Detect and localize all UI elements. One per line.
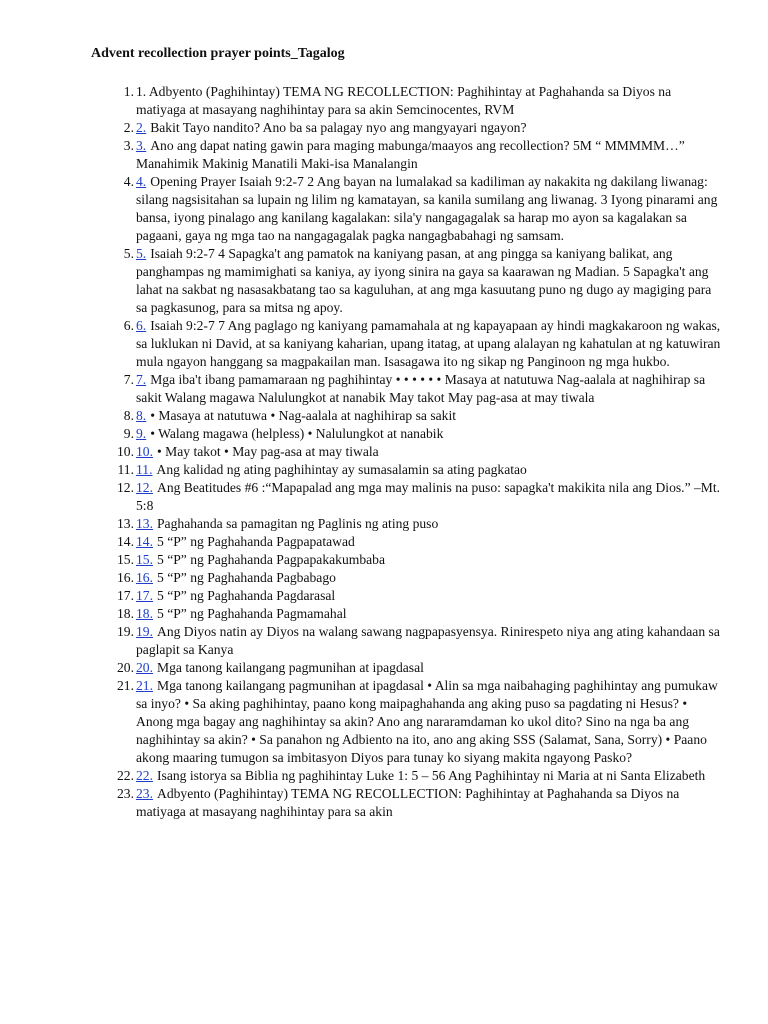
list-item xyxy=(91,605,722,623)
list-item xyxy=(91,245,722,317)
list-item xyxy=(91,83,722,119)
list-item-link[interactable]: 21. xyxy=(136,678,153,693)
list-item xyxy=(91,677,722,767)
list-item-link[interactable]: 12. xyxy=(136,480,153,495)
list-item-number: 16. xyxy=(117,570,134,585)
list-item-link[interactable]: 2. xyxy=(136,120,147,135)
list-item xyxy=(91,479,722,515)
list-item-link[interactable]: 14. xyxy=(136,534,153,549)
list-item xyxy=(91,659,722,677)
list-item-link[interactable]: 16. xyxy=(136,570,153,585)
list-item-number: 8. xyxy=(123,408,134,423)
list-item-text: Bakit Tayo nandito? Ano ba sa palagay nyo ang mangyayari ngayon? xyxy=(150,120,527,135)
list-item-number: 21. xyxy=(117,678,134,693)
list-item-number: 15. xyxy=(117,552,134,567)
list-item-text: Mga tanong kailangang pagmunihan at ipagdasal • Alin sa mga naibahaging paghihintay ang pumukaw sa inyo? • Sa aking paghihintay, paano kong maipaghahanda ang aking puso sa pagdating ni Hesus? • Anong mga bagay ang naghihintay sa akin? Ano ang nararamdaman ko ukol dito? Sino na nga ba ang naghihintay sa akin? • Sa panahon ng Adbiento na ito, ano ang aking SSS (Salamat, Sana, Sorry) • Paano akong maaring tumugon sa imbitasyon Diyos para tunay ko siyang makita ngayong Pasko? xyxy=(136,678,718,765)
list-item-text: Ang Beatitudes #6 :“Mapapalad ang mga may malinis na puso: sapagka't makikita nila ang Dios.” –Mt. 5:8 xyxy=(136,480,721,513)
list-item xyxy=(91,173,722,245)
list-item-text: Ano ang dapat nating gawin para maging mabunga/maayos ang recollection? 5M “ MMMMM…” Manahimik Makinig Manatili Maki-isa Manalangin xyxy=(136,138,685,171)
list-item-number: 9. xyxy=(123,426,134,441)
list-item-number: 10. xyxy=(117,444,134,459)
list-item xyxy=(91,623,722,659)
list-item xyxy=(91,137,722,173)
list-item-link[interactable]: 15. xyxy=(136,552,153,567)
list-item-text: Paghahanda sa pamagitan ng Paglinis ng ating puso xyxy=(157,516,439,531)
list-item-number: 13. xyxy=(117,516,134,531)
list-item-text: Isaiah 9:2-7 7 Ang paglago ng kaniyang pamamahala at ng kapayapaan ay hindi magkakaroon ng wakas, sa luklukan ni David, at sa kaniyang kaharian, upang itatag, at upang alalayan ng kahatulan at ng katuwiran mula ngayon hanggang sa magpakailan man. Isasagawa ito ng sikap ng Panginoon ng mga hukbo. xyxy=(136,318,721,369)
list-item-text: Ang kalidad ng ating paghihintay ay sumasalamin sa ating pagkatao xyxy=(156,462,527,477)
list-item-number: 7. xyxy=(123,372,134,387)
prayer-points-list xyxy=(91,83,722,821)
list-item-link[interactable]: 11. xyxy=(136,462,153,477)
list-item-number: 2. xyxy=(123,120,134,135)
list-item-text: 1. Adbyento (Paghihintay) TEMA NG RECOLLECTION: Paghihintay at Paghahanda sa Diyos na matiyaga at masayang naghihintay para sa akin Semcinocentes, RVM xyxy=(136,84,672,117)
list-item xyxy=(91,569,722,587)
list-item-number: 20. xyxy=(117,660,134,675)
list-item-number: 22. xyxy=(117,768,134,783)
list-item-number: 11. xyxy=(117,462,134,477)
list-item-link[interactable]: 19. xyxy=(136,624,153,639)
list-item-link[interactable]: 8. xyxy=(136,408,147,423)
list-item xyxy=(91,317,722,371)
list-item xyxy=(91,371,722,407)
list-item-text: 5 “P” ng Paghahanda Pagmamahal xyxy=(157,606,347,621)
list-item xyxy=(91,443,722,461)
document-title: Advent recollection prayer points_Tagalog xyxy=(91,46,345,61)
list-item-link[interactable]: 17. xyxy=(136,588,153,603)
list-item-link[interactable]: 23. xyxy=(136,786,153,801)
list-item-link[interactable]: 7. xyxy=(136,372,147,387)
list-item-text: Isaiah 9:2-7 4 Sapagka't ang pamatok na kaniyang pasan, at ang pingga sa kaniyang balikat, ang panghampas ng mamimighati sa kaniya, ay iyong sinira na gaya sa kaarawan ng Madian. 5 Sapagka't ang lahat na sakbat ng nasasakbatang tao sa kaguluhan, at ang mga kasuutang puno ng dugo ay magiging para sa pagkasunog, para sa mitsa ng apoy. xyxy=(136,246,712,315)
list-item-link[interactable]: 18. xyxy=(136,606,153,621)
list-item xyxy=(91,407,722,425)
list-item-number: 1. xyxy=(123,84,134,99)
list-item-number: 19. xyxy=(117,624,134,639)
list-item xyxy=(91,551,722,569)
list-item xyxy=(91,767,722,785)
list-item xyxy=(91,515,722,533)
list-item-link[interactable]: 3. xyxy=(136,138,147,153)
list-item xyxy=(91,785,722,821)
list-item-number: 5. xyxy=(123,246,134,261)
list-item-text: Mga iba't ibang pamamaraan ng paghihintay • • • • • • Masaya at natutuwa Nag-aalala at naghihirap sa sakit Walang magawa Nalulungkot at nanabik May takot May pag-asa at may tiwala xyxy=(136,372,706,405)
list-item-text: 5 “P” ng Paghahanda Pagdarasal xyxy=(157,588,336,603)
list-item-link[interactable]: 6. xyxy=(136,318,147,333)
list-item-text: Opening Prayer Isaiah 9:2-7 2 Ang bayan na lumalakad sa kadiliman ay nakakita ng dakilang liwanag: silang nagsisitahan sa lupain ng lilim ng kamatayan, sa kanila sumilang ang liwanag. 3 Iyong pinarami ang bansa, iyong pinalago ang kanilang kagalakan: sila'y nangagagalak sa harap mo ayon sa kagalakan sa pagaani, gaya ng mga tao na nangagagalak pagka nangagbabahagi ng samsam. xyxy=(136,174,718,243)
list-item-number: 12. xyxy=(117,480,134,495)
list-item xyxy=(91,461,722,479)
list-item-text: • Masaya at natutuwa • Nag-aalala at naghihirap sa sakit xyxy=(150,408,457,423)
list-item-number: 14. xyxy=(117,534,134,549)
list-item-link[interactable]: 5. xyxy=(136,246,147,261)
list-item-text: Adbyento (Paghihintay) TEMA NG RECOLLECTION: Paghihintay at Paghahanda sa Diyos na matiyaga at masayang naghihintay para sa akin xyxy=(136,786,680,819)
list-item xyxy=(91,425,722,443)
list-item-number: 17. xyxy=(117,588,134,603)
list-item-number: 23. xyxy=(117,786,134,801)
list-item-link[interactable]: 20. xyxy=(136,660,153,675)
list-item-link[interactable]: 22. xyxy=(136,768,153,783)
list-item xyxy=(91,533,722,551)
list-item-number: 3. xyxy=(123,138,134,153)
list-item-number: 6. xyxy=(123,318,134,333)
list-item-link[interactable]: 9. xyxy=(136,426,147,441)
list-item-text: Ang Diyos natin ay Diyos na walang sawang nagpapasyensya. Rinirespeto niya ang ating kahandaan sa paglapit sa Kanya xyxy=(136,624,720,657)
list-item-text: Mga tanong kailangang pagmunihan at ipagdasal xyxy=(157,660,424,675)
list-item-text: Isang istorya sa Biblia ng paghihintay Luke 1: 5 – 56 Ang Paghihintay ni Maria at ni Santa Elizabeth xyxy=(157,768,706,783)
list-item-text: 5 “P” ng Paghahanda Pagpapakakumbaba xyxy=(157,552,386,567)
list-item xyxy=(91,119,722,137)
list-item xyxy=(91,587,722,605)
list-item-text: • May takot • May pag-asa at may tiwala xyxy=(157,444,379,459)
list-item-text: 5 “P” ng Paghahanda Pagpapatawad xyxy=(157,534,355,549)
list-item-number: 18. xyxy=(117,606,134,621)
list-item-number: 4. xyxy=(123,174,134,189)
list-item-link[interactable]: 10. xyxy=(136,444,153,459)
list-item-link[interactable]: 13. xyxy=(136,516,153,531)
list-item-text: • Walang magawa (helpless) • Nalulungkot at nanabik xyxy=(150,426,444,441)
list-item-link[interactable]: 4. xyxy=(136,174,147,189)
list-item-text: 5 “P” ng Paghahanda Pagbabago xyxy=(157,570,336,585)
